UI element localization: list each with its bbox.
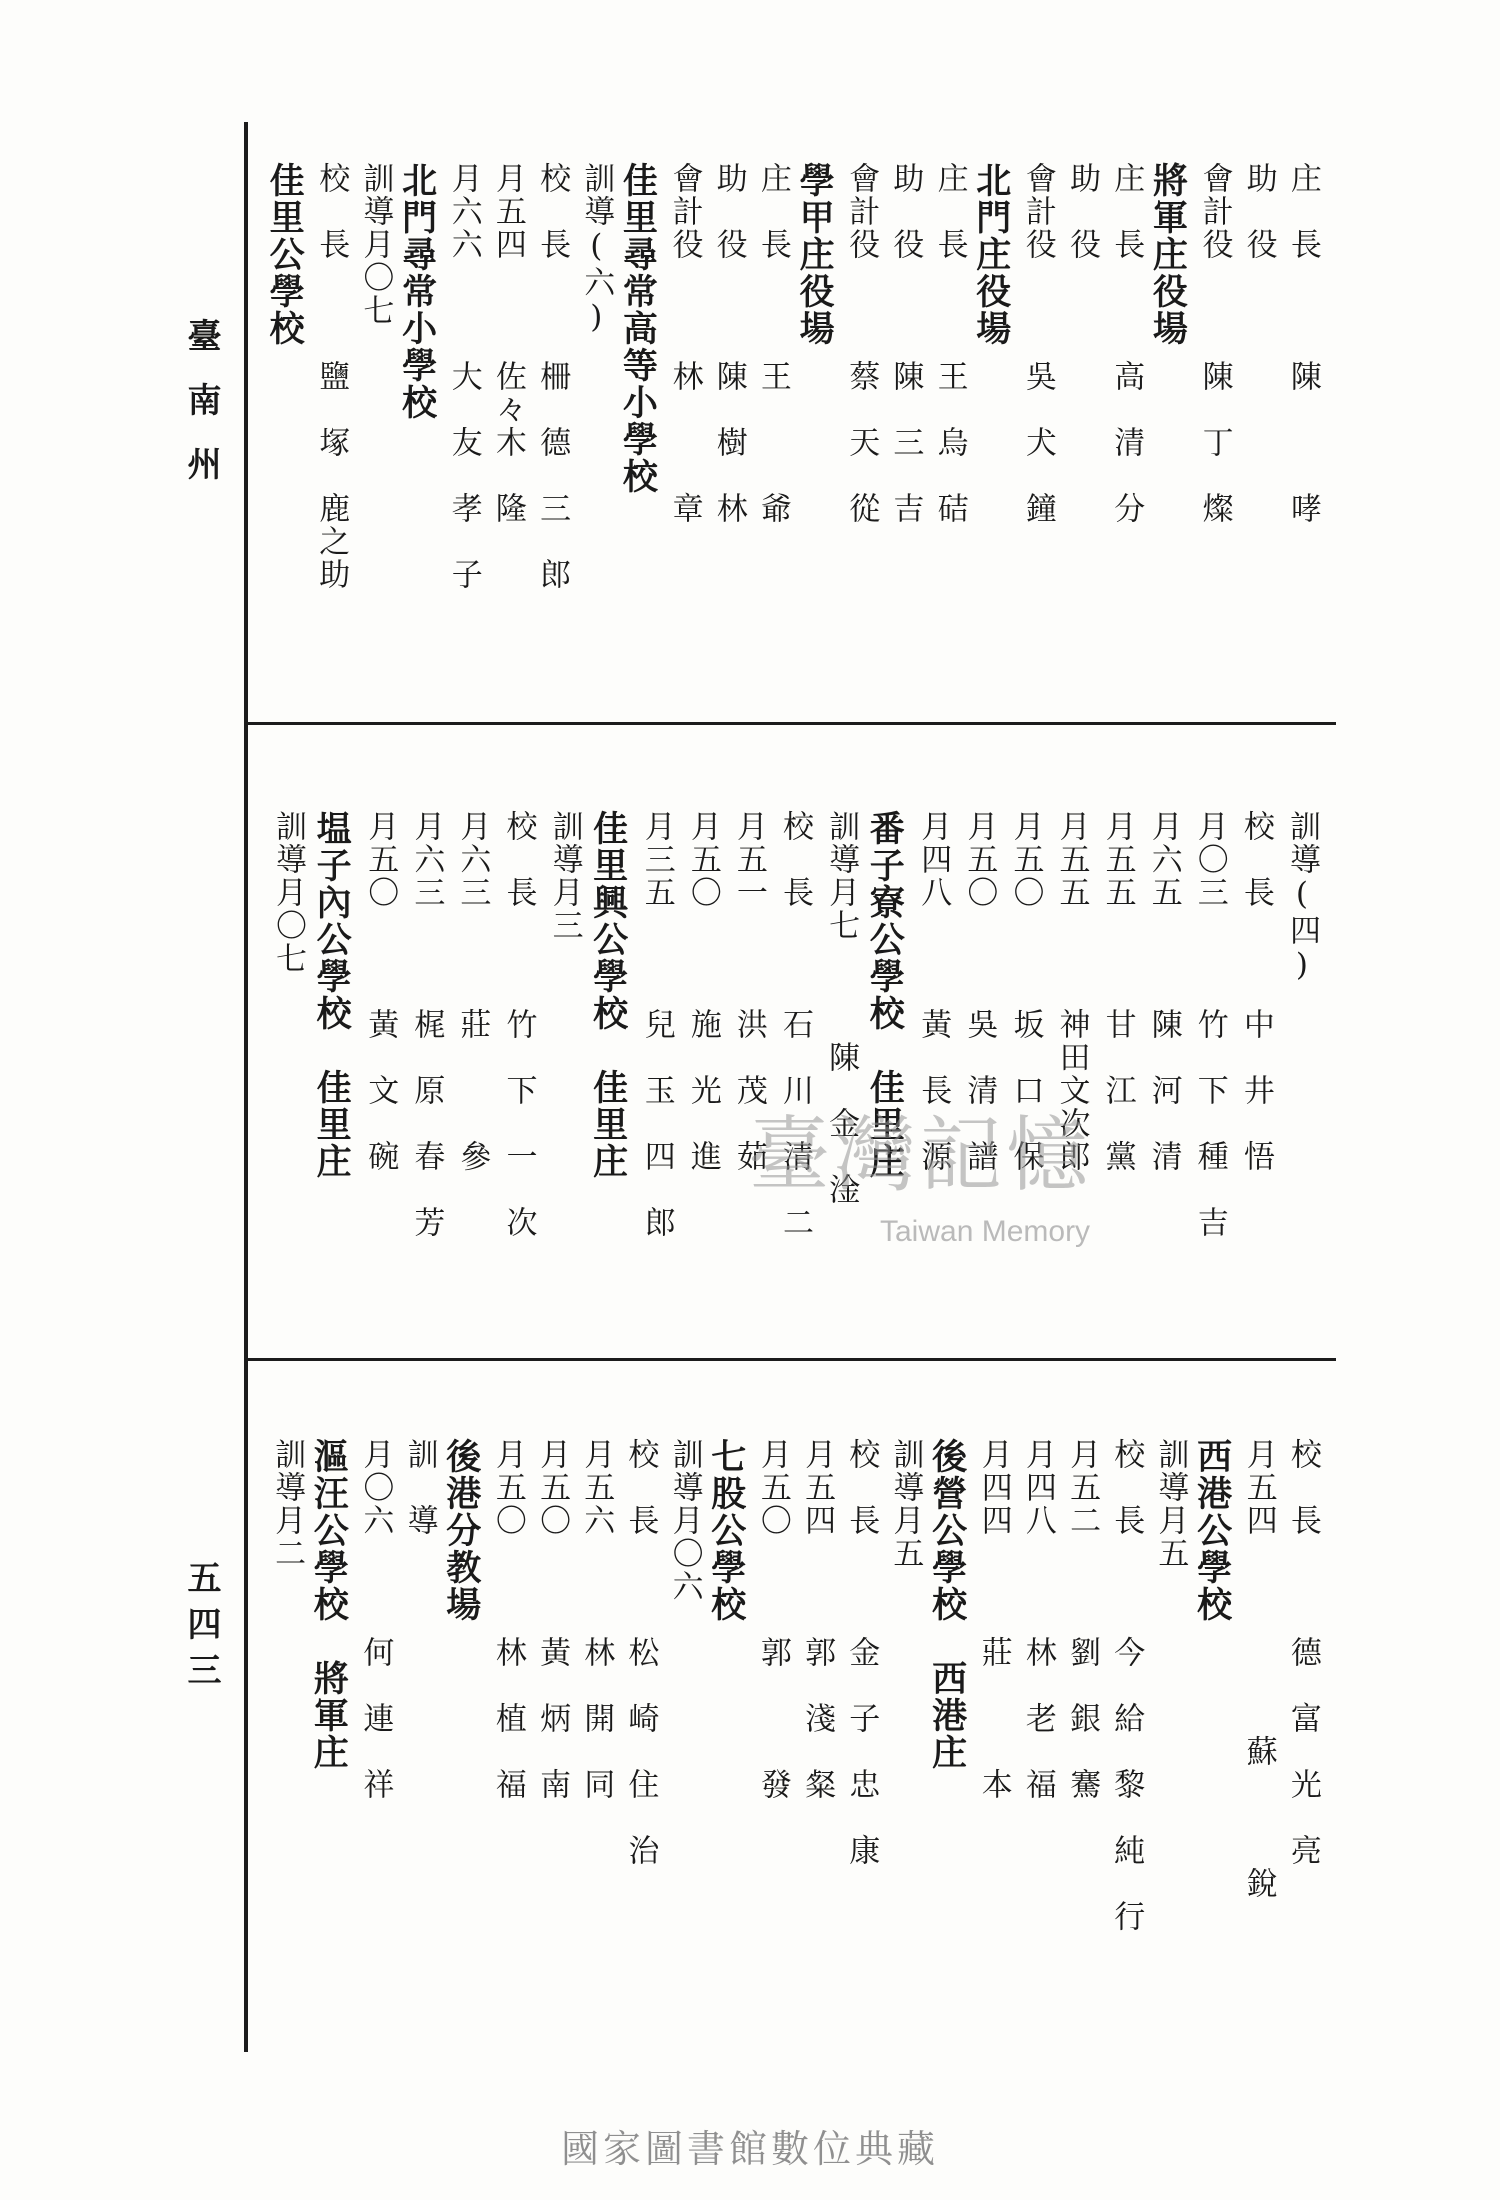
column-text: 校 長 中 井 悟	[1237, 810, 1274, 1173]
column-text: 七股公學校	[705, 1438, 747, 1623]
column-text: 月五〇 吳 清 譜	[961, 810, 998, 1173]
column-text: 月五四 蘇 銳	[1240, 1438, 1277, 1900]
column-text: 月三五 兒 玉 四 郎	[638, 810, 675, 1239]
column-text: 助 役	[1064, 162, 1101, 360]
column-text: 訓導(六)	[578, 162, 615, 337]
column-text: 會計役 陳 丁 燦	[1196, 162, 1233, 525]
column-text: 月五〇 黃 炳 南	[534, 1438, 571, 1801]
column-text: 月四八 林 老 福	[1019, 1438, 1056, 1801]
column-text: 助 役 陳 樹 林	[710, 162, 747, 525]
column-text: 佳里興公學校 佳里庄	[587, 810, 629, 1180]
column-text: 佳里公學校	[264, 162, 306, 347]
column-text: 會計役 蔡 天 從	[843, 162, 880, 525]
column-text: 訓 導	[401, 1438, 438, 1537]
column-text: 西港公學校	[1191, 1438, 1233, 1623]
column-text: 訓導月七 陳 金 淦	[823, 810, 860, 1206]
column-text: 校 長 松 崎 住 治	[622, 1438, 659, 1867]
column-text: 月五六 林 開 同	[578, 1438, 615, 1801]
column-text: 月四八 黃 長 源	[915, 810, 952, 1173]
column-text: 庄 長 王 烏 硈	[931, 162, 968, 525]
column-text: 庄 長 王 爺	[754, 162, 791, 525]
column-text: 後營公學校 西港庄	[926, 1438, 968, 1771]
column-text: 助 役	[1240, 162, 1277, 360]
column-text: 校 長 德 富 光 亮	[1284, 1438, 1321, 1867]
column-text: 庄 長 陳 哮	[1284, 162, 1321, 525]
column-text: 訓導月二	[269, 1438, 306, 1570]
column-text: 訓導月〇六	[666, 1438, 703, 1603]
column-text: 校 長 竹 下 一 次	[500, 810, 537, 1239]
prefecture-label: 臺南州	[181, 318, 221, 510]
column-text: 校 長 鹽 塚 鹿之助	[313, 162, 350, 591]
column-text: 北門尋常小學校	[396, 162, 438, 421]
column-text: 訓導月五	[1152, 1438, 1189, 1570]
section-divider-top	[246, 722, 1336, 725]
column-text: 會計役 林 章	[666, 162, 703, 525]
column-text: 月〇六 何 連 祥	[357, 1438, 394, 1801]
column-text: 月五一 洪 茂 茹	[730, 810, 767, 1173]
column-text: 將軍庄役場	[1147, 162, 1189, 347]
column-text: 訓導月三	[546, 810, 583, 942]
column-text: 訓導月〇七	[270, 810, 307, 975]
section-bottom	[260, 1438, 1320, 1998]
column-text: 月六三 莊 參	[454, 810, 491, 1173]
column-text: 助 役 陳 三 吉	[887, 162, 924, 525]
column-text: 月五五 甘 江 黨	[1099, 810, 1136, 1173]
column-text: 學甲庄役場	[794, 162, 836, 347]
column-text: 訓導月五	[887, 1438, 924, 1570]
column-text: 月四四 莊 本	[975, 1438, 1012, 1801]
column-text: 月〇三 竹 下 種 吉	[1191, 810, 1228, 1239]
column-text: 訓導(四)	[1283, 810, 1320, 985]
column-text: 月五四 佐々木 隆	[489, 162, 526, 525]
column-text: 月五〇 郭 發	[754, 1438, 791, 1801]
footer-credit: 國家圖書館數位典藏	[560, 2127, 939, 2171]
section-divider-bottom	[246, 1358, 1336, 1361]
column-text: 北門庄役場	[970, 162, 1012, 347]
column-text: 庄 長 高 清 分	[1108, 162, 1145, 525]
column-text: 月五〇 坂 口 保	[1007, 810, 1044, 1173]
column-text: 校 長 金 子 忠 康	[843, 1438, 880, 1867]
column-text: 塭子內公學校 佳里庄	[311, 810, 353, 1180]
column-text: 校 長 柵 德 三 郎	[534, 162, 571, 591]
column-text: 會計役 吳 犬 鐘	[1019, 162, 1056, 525]
watermark-subtext: Taiwan Memory	[880, 1215, 1091, 1248]
column-text: 番子寮公學校 佳里庄	[864, 810, 906, 1180]
column-text: 月五二 劉 銀 騫	[1064, 1438, 1101, 1801]
left-margin-rule	[244, 122, 248, 2052]
column-text: 月五五 神田文次郎	[1053, 810, 1090, 1173]
section-top	[260, 162, 1320, 712]
column-text: 月六三 梶 原 春 芳	[408, 810, 445, 1239]
column-text: 月五〇 林 植 福	[489, 1438, 526, 1801]
column-text: 校 長 石 川 清 二	[777, 810, 813, 1239]
watermark: 臺灣記憶	[748, 1108, 1093, 1203]
column-text: 漚汪公學校 將軍庄	[308, 1438, 350, 1771]
column-text: 後港分教場	[440, 1438, 482, 1623]
page-number: 五四三	[181, 1560, 221, 1698]
column-text: 校 長 今 給 黎 純 行	[1108, 1438, 1145, 1933]
section-middle	[260, 810, 1320, 1350]
column-text: 月六六 大 友 孝 子	[445, 162, 482, 591]
column-text: 月五〇 施 光 進	[684, 810, 721, 1173]
column-text: 月五〇 黃 文 碗	[362, 810, 399, 1173]
column-text: 月五四 郭 淺 粲	[799, 1438, 836, 1801]
column-text: 訓導月〇七	[357, 162, 394, 327]
column-text: 佳里尋常高等小學校	[617, 162, 659, 495]
column-text: 月六五 陳 河 清	[1145, 810, 1182, 1173]
